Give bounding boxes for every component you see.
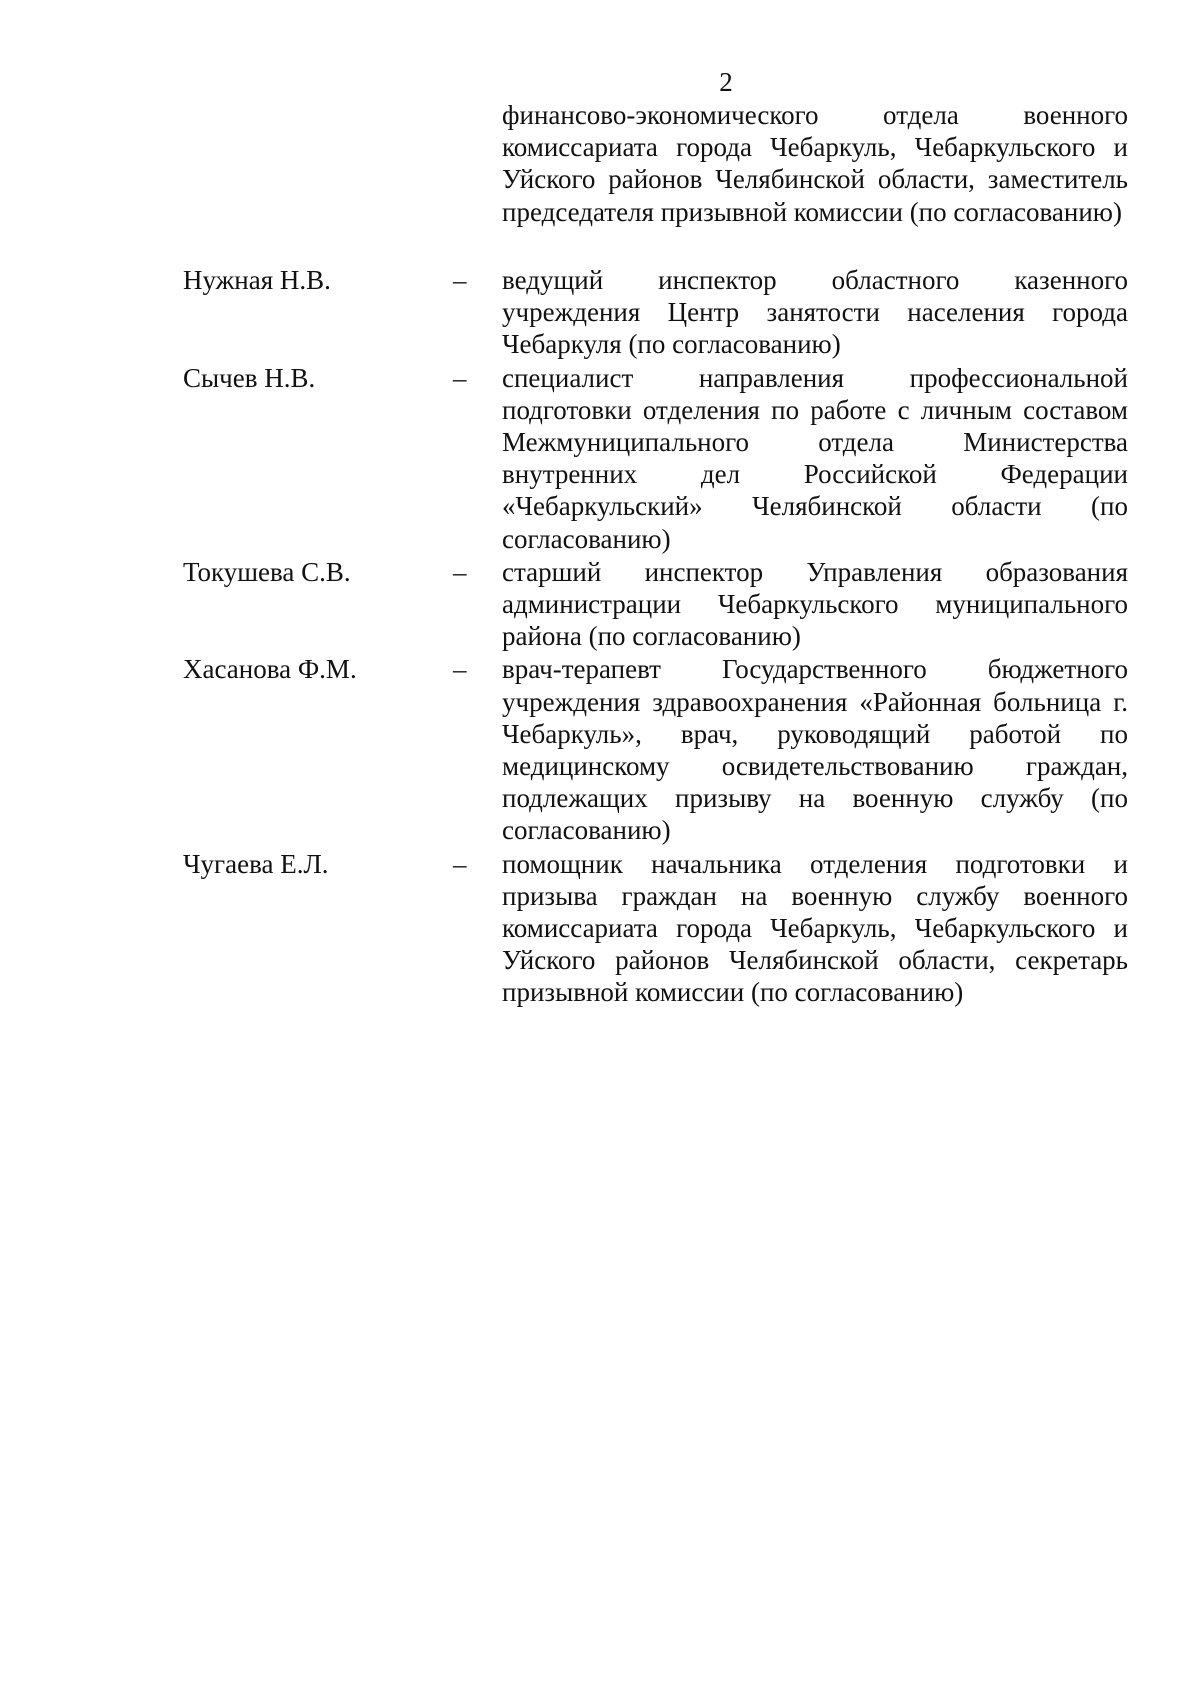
member-description: врач-терапевт Государственного бюджетного учреждения здравоохранения «Районная больница г. Чебаркуль», врач, руководящий работой по медицинскому освидетельствованию граждан, подлежащих призыву на военную службу (по согласованию) [502,654,1128,846]
member-dash: – [453,848,467,879]
member-description: старший инспектор Управления образования администрации Чебаркульского муниципального района (по согласованию) [502,556,1128,652]
commission-member-list [183,264,1128,1009]
member-dash: – [453,265,467,295]
member-name: Нужная Н.В. [183,265,331,295]
member-name: Чугаева Е.Л. [183,848,329,879]
member-dash: – [453,362,467,393]
member-description: ведущий инспектор областного казенного учреждения Центр занятости населения города Чебаркуля (по согласованию) [502,265,1128,360]
member-name: Хасанова Ф.М. [183,654,357,685]
continued-member-description: финансово-экономического отдела военного комиссариата города Чебаркуль, Чебаркульского и Уйского районов Челябинской области, заместитель председателя призывной комиссии (по согласованию) [502,100,1128,227]
member-description: помощник начальника отделения подготовки и призыва граждан на военную службу военного комиссариата города Чебаркуль, Чебаркульского и Уйского районов Челябинской области, секретарь призывной комиссии (по согласованию) [502,848,1128,1008]
member-row [183,848,1128,1009]
member-row [183,362,1128,555]
member-row [183,653,1128,846]
member-dash: – [453,654,467,685]
page-number: 2 [719,67,733,97]
member-row [183,264,1128,361]
member-name: Сычев Н.В. [183,362,316,393]
member-row [183,556,1128,653]
member-dash: – [453,556,467,587]
member-name: Токушева С.В. [183,556,351,587]
member-description: специалист направления профессиональной подготовки отделения по работе с личным составом Межмуниципального отдела Министерства внутренних дел Российской Федерации «Чебаркульский» Челябинской области (по согласованию) [502,362,1128,554]
